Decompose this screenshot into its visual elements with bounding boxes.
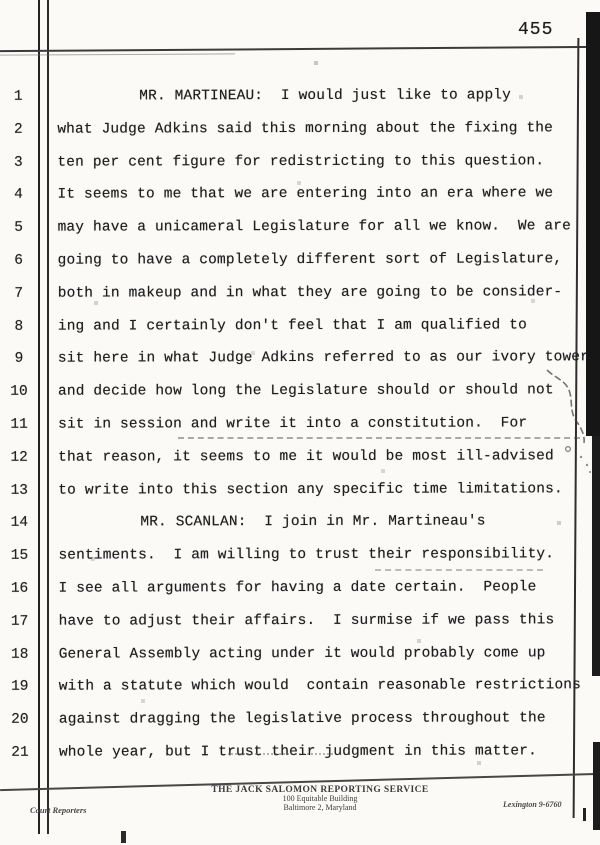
transcript-line xyxy=(0,218,600,242)
line-text: with a statute which would contain reasonable restrictions xyxy=(58,677,582,696)
line-text: both in makeup and in what they are going to be consider- xyxy=(57,284,563,302)
line-number: 18 xyxy=(10,646,29,663)
line-number: 15 xyxy=(10,547,29,564)
line-text: sentiments. I am willing to trust their responsibility. xyxy=(58,546,555,564)
pen-squiggle-mark xyxy=(535,360,595,478)
line-text: against dragging the legislative process throughout the xyxy=(58,710,546,728)
letterhead-address-line2: Baltimore 2, Maryland xyxy=(283,802,357,812)
transcript-line xyxy=(0,579,600,603)
line-text: have to adjust their affairs. I surmise if we pass this xyxy=(58,612,555,630)
scan-mark xyxy=(583,808,586,821)
line-text: ing and I certainly don't feel that I am qualified to xyxy=(57,316,527,335)
scan-mark xyxy=(121,831,126,843)
line-number: 3 xyxy=(14,154,23,171)
line-number: 17 xyxy=(10,613,29,630)
transcript-line xyxy=(1,710,600,734)
line-number: 13 xyxy=(10,482,28,499)
transcript-line xyxy=(0,546,600,570)
line-number: 14 xyxy=(10,515,29,532)
transcript-line xyxy=(0,415,600,439)
line-text: may have a unicameral Legislature for all we know. We are xyxy=(57,218,571,236)
transcript-line xyxy=(0,120,599,144)
letterhead-left-label: Court Reporters xyxy=(30,805,87,815)
scan-smudge xyxy=(178,437,580,439)
transcript-line xyxy=(0,87,599,111)
line-text: I see all arguments for having a date certain. People xyxy=(58,579,537,597)
line-text: what Judge Adkins said this morning about the fixing the xyxy=(57,120,554,138)
transcript-line xyxy=(0,350,600,374)
line-number: 19 xyxy=(11,679,29,696)
line-number: 7 xyxy=(14,285,24,302)
transcript-line xyxy=(0,153,599,177)
transcript-line xyxy=(0,514,600,538)
page-number: 455 xyxy=(518,20,554,40)
line-number: 12 xyxy=(10,449,28,466)
line-number: 8 xyxy=(14,318,24,335)
line-number: 11 xyxy=(10,416,28,433)
line-text: whole year, but I trust their judgment in this matter. xyxy=(58,743,537,761)
line-text: going to have a completely different sort of Legislature, xyxy=(57,251,563,269)
transcript-line xyxy=(1,612,600,636)
transcript-line xyxy=(0,448,600,472)
transcript-line xyxy=(1,678,600,702)
line-number: 20 xyxy=(11,711,29,728)
line-number: 2 xyxy=(13,121,23,138)
letterhead-service-name: THE JACK SALOMON REPORTING SERVICE xyxy=(211,785,429,795)
line-text: sit in session and write it into a constitution. For xyxy=(58,415,528,433)
letterhead-address-line1: 100 Equitable Building xyxy=(282,794,358,803)
letterhead xyxy=(140,785,500,812)
line-text: that reason, it seems to me it would be most ill-advised xyxy=(58,448,554,466)
line-number: 16 xyxy=(10,580,29,597)
line-text: sit here in what Judge Adkins referred to as our ivory tower xyxy=(57,349,590,368)
line-number: 10 xyxy=(10,383,28,400)
line-number: 4 xyxy=(14,187,23,204)
line-number: 1 xyxy=(13,88,23,105)
line-number: 6 xyxy=(14,252,24,269)
transcript-line xyxy=(0,284,600,308)
scan-smudge xyxy=(375,569,543,571)
transcript-line xyxy=(0,186,600,210)
line-text: It seems to me that we are entering into an era where we xyxy=(57,185,554,204)
transcript-line xyxy=(0,251,600,275)
transcript-line xyxy=(0,317,600,341)
line-text: and decide how long the Legislature should or should not xyxy=(57,382,554,400)
line-text: ten per cent figure for redistricting to this question. xyxy=(57,152,545,171)
transcript-line xyxy=(0,382,600,406)
line-number: 5 xyxy=(14,219,23,236)
line-text: MR. SCANLAN: I join in Mr. Martineau's xyxy=(140,513,486,531)
line-text: General Assembly acting under it would probably come up xyxy=(58,644,546,663)
line-text: to write into this section any specific time limitations. xyxy=(58,480,563,499)
line-number: 9 xyxy=(14,351,24,368)
transcript-line xyxy=(1,645,600,669)
line-text: MR. MARTINEAU: I would just like to apply xyxy=(139,87,512,105)
scan-smudge xyxy=(228,753,333,755)
line-number: 21 xyxy=(11,744,29,761)
letterhead-phone: Lexington 9-6760 xyxy=(503,800,562,809)
transcript-line xyxy=(0,481,600,505)
